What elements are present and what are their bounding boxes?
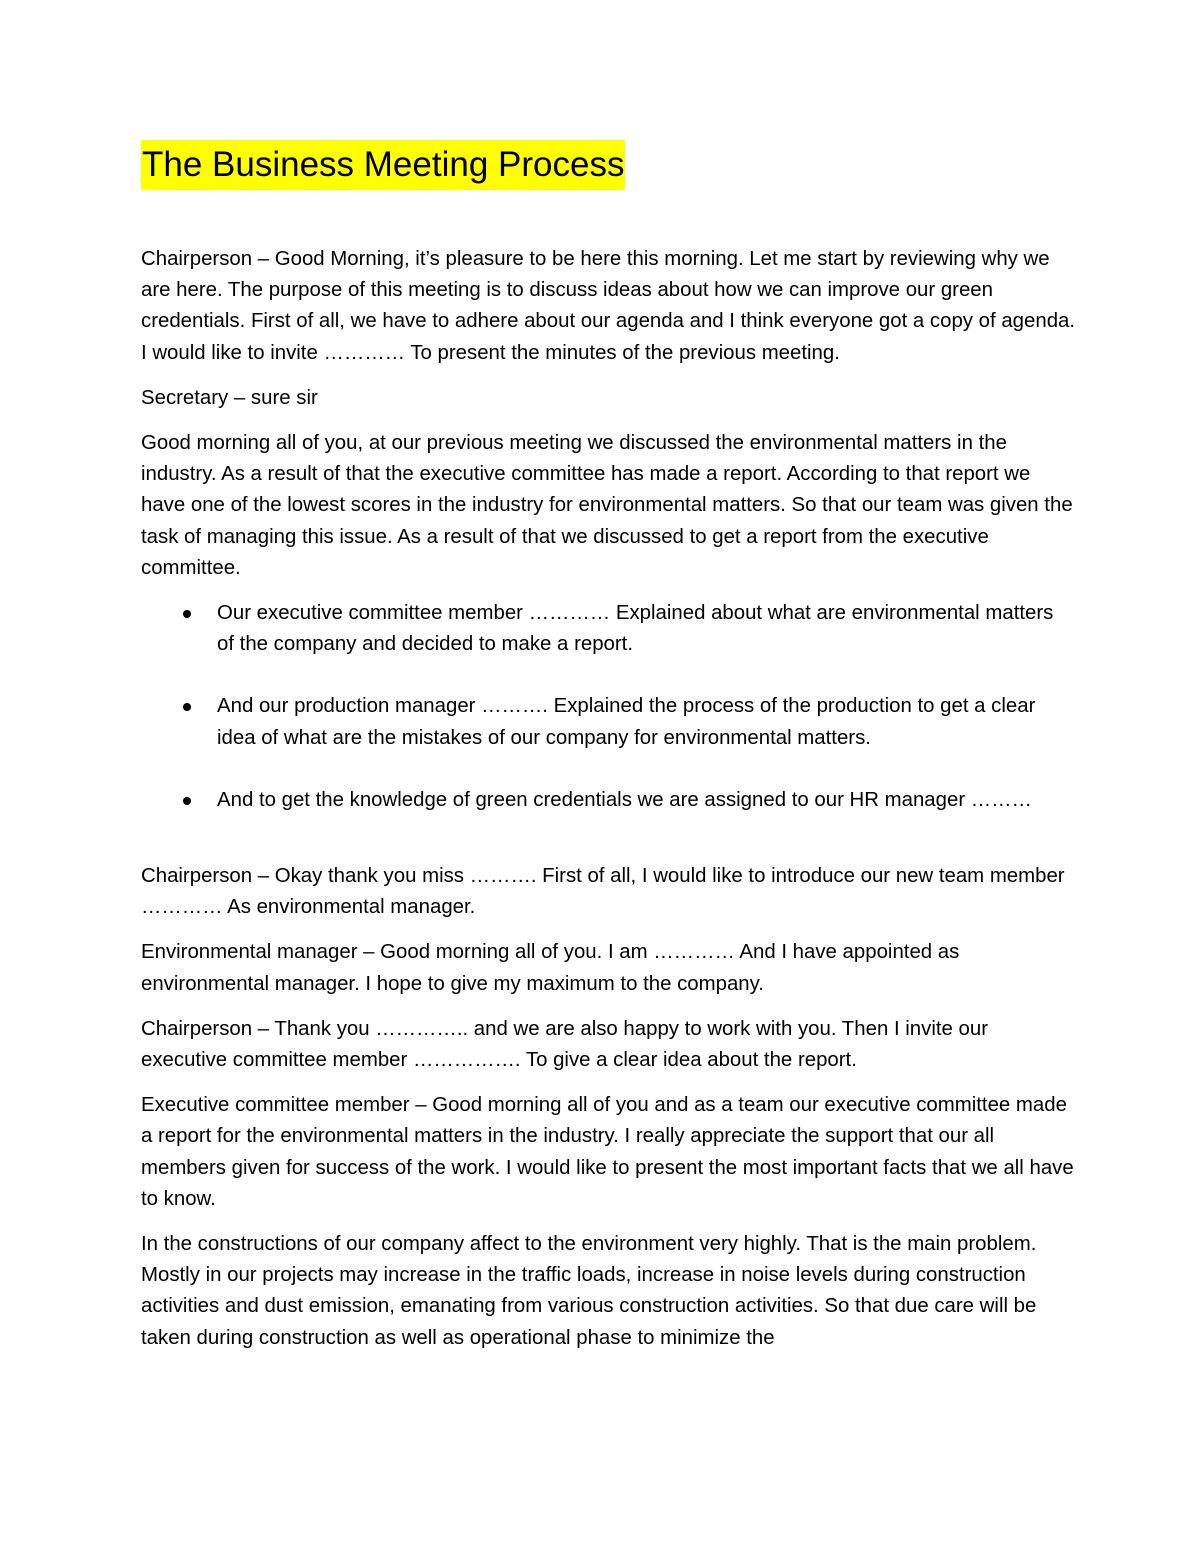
list-item [217, 598, 1076, 660]
paragraph-secretary-minutes: Good morning all of you, at our previous meeting we discussed the environmental matters in the industry. As a result of that the executive committee has made a report. According to that report we have one of the lowest scores in the industry for environmental matters. So that our team was given the task of managing this issue. As a result of that we discussed to get a report from the executive committee. [141, 432, 1073, 579]
bullet-dot-icon [183, 703, 191, 711]
list-item [217, 785, 1076, 816]
paragraph-chairperson-invite: Chairperson – Thank you ………….. and we are also happy to work with you. Then I invite our executive committee member ……………. To give a clear idea about the report. [141, 1017, 989, 1072]
paragraph-group-bottom [141, 861, 1076, 1354]
bullet-dot-icon [183, 610, 191, 618]
paragraph-chairperson-opening: Chairperson – Good Morning, it’s pleasure to be here this morning. Let me start by reviewing why we are here. The purpose of this meeting is to discuss ideas about how we can improve our green credentials. First of all, we have to adhere about our agenda and I think everyone got a copy of agenda. I would like to invite ………… To present the minutes of the previous meeting. [141, 248, 1076, 364]
bullet-list [141, 598, 1076, 816]
paragraph-executive-committee-member: Executive committee member – Good morning all of you and as a team our executive committee made a report for the environmental matters in the industry. I really appreciate the support that our all members given for success of the work. I would like to present the most important facts that we all have to know. [141, 1094, 1074, 1210]
paragraph-group-top [141, 244, 1076, 584]
list-item-text: And to get the knowledge of green credentials we are assigned to our HR manager ……… [217, 788, 1032, 811]
document-title: The Business Meeting Process [141, 140, 625, 190]
paragraph-secretary-reply: Secretary – sure sir [141, 386, 318, 409]
bullet-dot-icon [183, 797, 191, 805]
paragraph-chairperson-introduction: Chairperson – Okay thank you miss ………. First of all, I would like to introduce our new team member ………… As environmental manager. [141, 865, 1065, 919]
list-item-text: Our executive committee member ………… Explained about what are environmental matters of the company and decided to make a report. [217, 602, 1054, 656]
document-body [141, 140, 1076, 1368]
paragraph-environmental-manager: Environmental manager – Good morning all of you. I am ………… And I have appointed as environmental manager. I hope to give my maximum to the company. [141, 941, 960, 995]
paragraph-construction-impact: In the constructions of our company affect to the environment very highly. That is the main problem. Mostly in our projects may increase in the traffic loads, increase in noise levels during construction activities and dust emission, emanating from various construction activities. So that due care will be taken during construction as well as operational phase to minimize the [141, 1233, 1037, 1349]
list-item [217, 691, 1076, 753]
list-item-text: And our production manager ………. Explained the process of the production to get a clear idea of what are the mistakes of our company for environmental matters. [217, 695, 1036, 749]
